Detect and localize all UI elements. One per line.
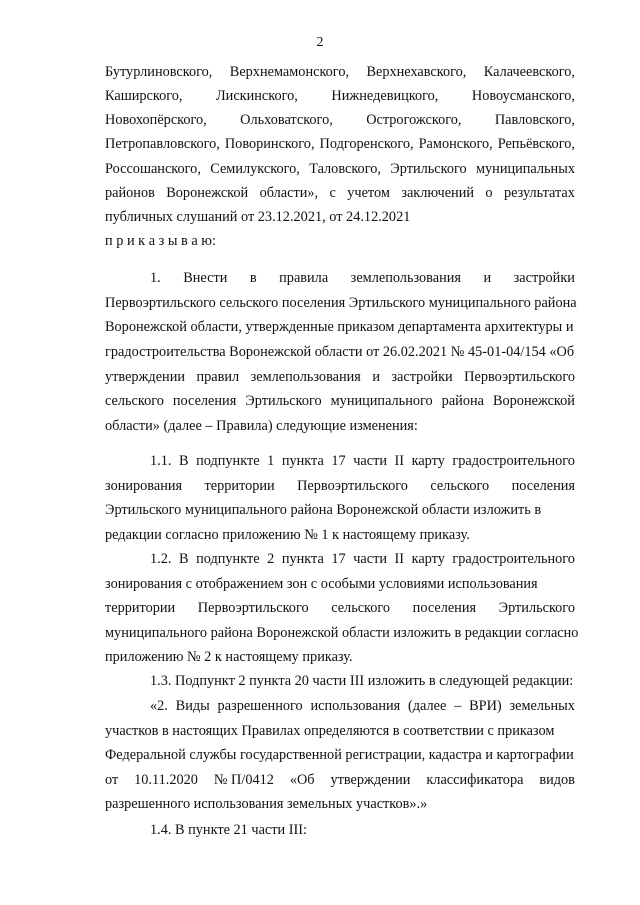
word: правил [196, 369, 240, 385]
word: зонирования [105, 478, 183, 494]
word: муниципальных [475, 161, 575, 177]
word: градостроительного [452, 551, 575, 567]
word: II [394, 551, 405, 567]
text-line [105, 771, 575, 789]
word: сельского [105, 393, 164, 409]
word: правила [279, 270, 329, 286]
text-line [105, 599, 575, 617]
word: Эртильского [498, 600, 575, 616]
word: учетом [347, 185, 390, 201]
word: 17 [331, 551, 346, 567]
word: Верхнемамонского, [229, 64, 350, 80]
text-line: редакции согласно приложению № 1 к настоящему приказу. [105, 527, 470, 543]
word: Новохопёрского, [105, 112, 207, 128]
word: Павловского, [494, 112, 575, 128]
word: Острогожского, [366, 112, 462, 128]
text-line: Федеральной службы государственной регистрации, кадастра и картографии [105, 747, 574, 763]
word: Подгоренского, [319, 136, 414, 152]
word: 10.11.2020 [134, 772, 198, 788]
text-line [150, 452, 575, 470]
word: Виды [175, 698, 210, 714]
word: II [394, 453, 405, 469]
word: района [441, 393, 484, 409]
word: 1.2. [150, 551, 172, 567]
word: – [454, 698, 462, 714]
word: Калачеевского, [483, 64, 575, 80]
word: застройки [513, 270, 575, 286]
word: Воронежской [166, 185, 249, 201]
text-line [150, 269, 575, 287]
text-line [105, 477, 575, 495]
word: сельского [430, 478, 490, 494]
word: Бутурлиновского, [105, 64, 213, 80]
word: разрешенного [217, 698, 303, 714]
text-line: публичных слушаний от 23.12.2021, от 24.12.2021 [105, 209, 411, 225]
word: пункта [281, 453, 324, 469]
text-line: области» (далее – Правила) следующие изменения: [105, 418, 418, 434]
word: Рамонского, [418, 136, 493, 152]
text-line [105, 392, 575, 410]
word: Россошанского, [105, 161, 201, 177]
text-line: муниципального района Воронежской области изложить в редакции согласно [105, 625, 579, 641]
word: Эртильского [245, 393, 322, 409]
word: 1. [150, 270, 161, 286]
word: территории [204, 478, 275, 494]
word: землепользования [350, 270, 461, 286]
text-line: 1.3. Подпункт 2 пункта 20 части III изложить в следующей редакции: [150, 673, 574, 689]
word: заключений [401, 185, 475, 201]
word: использования [310, 698, 401, 714]
word: Петропавловского, [105, 136, 220, 152]
word: видов [539, 772, 575, 788]
order-heading: п р и к а з ы в а ю: [105, 233, 216, 249]
word: (далее [408, 698, 447, 714]
word: Первоэртильского [464, 369, 575, 385]
word: утверждении [105, 369, 186, 385]
word: поселения [412, 600, 477, 616]
text-line: участков в настоящих Правилах определяются в соответствии с приказом [105, 723, 555, 739]
word: Первоэртильского [197, 600, 309, 616]
text-line [105, 63, 575, 81]
text-line: Эртильского муниципального района Воронежской области изложить в [105, 502, 542, 518]
word: подпункте [196, 551, 260, 567]
word: от [105, 772, 119, 788]
text-line [105, 368, 575, 386]
word: карту [411, 551, 445, 567]
word: пункта [281, 551, 324, 567]
text-line: зонирования с отображением зон с особыми условиями использования [105, 576, 538, 592]
word: сельского [331, 600, 391, 616]
text-line: приложению № 2 к настоящему приказу. [105, 649, 353, 665]
text-line [150, 697, 575, 715]
word: градостроительного [452, 453, 575, 469]
word: карту [411, 453, 445, 469]
word: Лискинского, [215, 88, 298, 104]
text-line: Первоэртильского сельского поселения Эртильского муниципального района [105, 295, 577, 311]
text-line: градостроительства Воронежской области от 26.02.2021 № 45-01-04/154 «Об [105, 344, 575, 360]
text-line [105, 135, 575, 153]
word: Новоусманского, [471, 88, 575, 104]
word: поселения [511, 478, 575, 494]
word: 2 [267, 551, 275, 567]
word: Репьёвского, [497, 136, 575, 152]
word: Поворинского, [224, 136, 315, 152]
word: 1 [267, 453, 275, 469]
word: и [372, 369, 380, 385]
word: о [485, 185, 493, 201]
word: Нижнедевицкого, [331, 88, 439, 104]
word: земельных [509, 698, 575, 714]
word: и [483, 270, 492, 286]
word: ВРИ) [469, 698, 502, 714]
text-line: Воронежской области, утвержденные приказом департамента архитектуры и [105, 319, 574, 335]
word: Таловского, [309, 161, 381, 177]
word: Верхнехавского, [366, 64, 467, 80]
text-line [150, 550, 575, 568]
word: землепользования [250, 369, 361, 385]
text-line: 1.4. В пункте 21 части III: [150, 822, 307, 838]
word: подпункте [196, 453, 260, 469]
word: утверждении [330, 772, 411, 788]
text-line: разрешенного использования земельных участков».» [105, 796, 428, 812]
word: поселения [172, 393, 237, 409]
word: застройки [391, 369, 453, 385]
word: с [329, 185, 336, 201]
word: 1.1. [150, 453, 172, 469]
text-line [105, 184, 575, 202]
page-number: 2 [316, 35, 324, 50]
word: территории [105, 600, 176, 616]
word: Семилукского, [210, 161, 300, 177]
word: 17 [331, 453, 346, 469]
text-line [105, 160, 575, 178]
word: классификатора [426, 772, 524, 788]
word: муниципального [330, 393, 433, 409]
word: районов [105, 185, 155, 201]
word: Первоэртильского [297, 478, 408, 494]
word: Ольховатского, [240, 112, 333, 128]
word: Внести [183, 270, 228, 286]
word: части [353, 453, 387, 469]
word: «2. [150, 698, 168, 714]
text-line [105, 111, 575, 129]
word: В [179, 453, 189, 469]
word: Каширского, [105, 88, 183, 104]
word: результатах [503, 185, 575, 201]
word: «Об [289, 772, 315, 788]
word: Воронежской [492, 393, 575, 409]
word: № П/0412 [213, 772, 274, 788]
word: в [249, 270, 257, 286]
word: части [353, 551, 387, 567]
word: области», [259, 185, 319, 201]
text-line [105, 87, 575, 105]
word: Эртильского [390, 161, 467, 177]
word: В [179, 551, 189, 567]
